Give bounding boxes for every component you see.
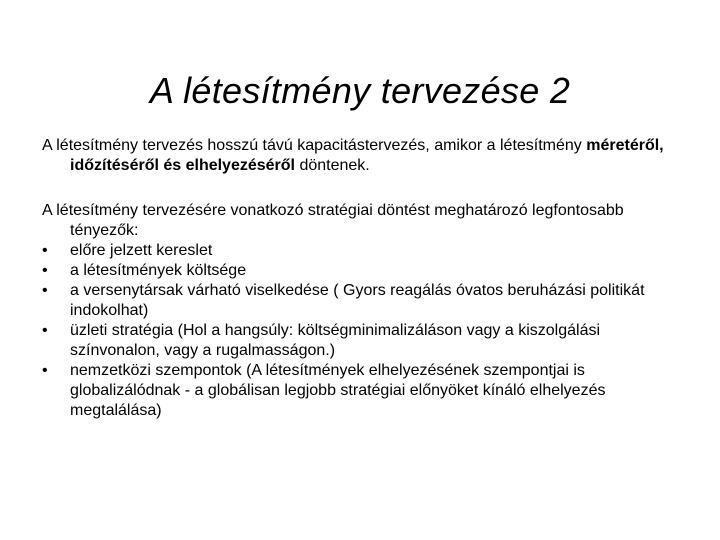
bullet-icon: • xyxy=(42,362,48,379)
list-item xyxy=(42,321,682,361)
slide-body xyxy=(42,136,682,421)
intro-text: A létesítmény tervezés hosszú távú kapacitástervezés, amikor a létesítmény xyxy=(42,137,587,154)
intro-text-end: döntenek. xyxy=(295,157,370,174)
list-item xyxy=(42,281,682,321)
bullet-icon: • xyxy=(42,262,48,279)
list-item xyxy=(42,241,682,261)
list-item-text: előre jelzett kereslet xyxy=(70,242,213,259)
bullet-icon: • xyxy=(42,242,48,259)
list-item xyxy=(42,361,682,421)
slide-title: A létesítmény tervezése 2 xyxy=(149,70,571,112)
list-item-text: üzleti stratégia (Hol a hangsúly: költségminimalizáláson vagy a kiszolgálási színvonalon, vagy a rugalmasságon.) xyxy=(70,322,601,359)
bullet-icon: • xyxy=(42,282,48,299)
factors-intro: A létesítmény tervezésére vonatkozó stratégiai döntést meghatározó legfontosabb tényezők: xyxy=(42,202,624,239)
list-item-text: nemzetközi szempontok (A létesítmények elhelyezésének szempontjai is globalizálódnak - a globálisan legjobb stratégiai előnyöket kínáló elhelyezés megtalálása) xyxy=(70,362,606,419)
list-item-text: a versenytársak várható viselkedése ( Gyors reagálás óvatos beruházási politikát indokolhat) xyxy=(70,282,645,319)
factors-list xyxy=(42,241,682,421)
list-item-text: a létesítmények költsége xyxy=(70,262,247,279)
bullet-icon: • xyxy=(42,322,48,339)
intro-bold-text: méretéről, időzítéséről és elhelyezéséről xyxy=(70,137,664,174)
intro-paragraph xyxy=(42,136,682,176)
list-item xyxy=(42,261,682,281)
